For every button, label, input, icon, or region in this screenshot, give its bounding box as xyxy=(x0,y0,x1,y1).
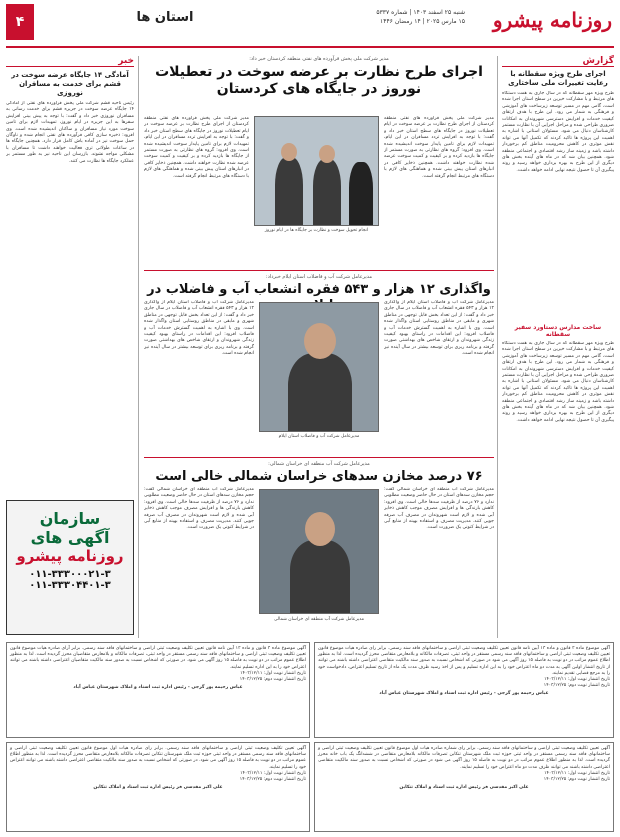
bottom-story-headline: ۷۶ درصد مخازن سدهای خراسان شمالی خالی است xyxy=(155,469,483,484)
story-divider xyxy=(144,457,494,458)
middle-story-caption: مدیرعامل شرکت آب و فاضلاب استان ایلام xyxy=(278,434,360,439)
notice-body: آگهی تعیین تکلیف وضعیت ثبتی اراضی و ساختمانهای فاقد سند رسمی. برابر رای صادره هیات اول موضوع قانون تعیین تکلیف وضعیت ثبتی اراضی و ساختمانهای فاقد سند رسمی مستقر در واحد ثبتی حوزه ثبت ملک شهرستان تنکابن تصرفات مالکانه بلامعارض متقاضی محرز گردیده است. لذا به منظور اطلاع عموم مراتب در دو نوبت به فاصله ۱۵ روز آگهی می شود. در صورتی که اشخاص نسبت به صدور سند مالکیت متقاضی اعتراضی داشته باشند می توانند اعتراض خود را تسلیم نمایند. xyxy=(10,746,306,770)
middle-story-body: مدیرعامل شرکت آب و فاضلاب استان ایلام از واگذاری ۱۲ هزار و ۵۴۳ فقره انشعاب آب و فاضلاب در سال جاری خبر داد و گفت: از این تعداد بخش قابل توجهی در مناطق شهری و مابقی در مناطق روستایی استان واگذار شده است. وی با اشاره به اهمیت گسترش خدمات آب و فاضلاب افزود: این اقدامات در راستای بهبود کیفیت زندگی شهروندان و ارتقای شاخص های بهداشتی صورت گرفته و برنامه ریزی برای توسعه بیشتر در سال آینده نیز انجام شده است. xyxy=(384,300,494,357)
top-story-body: مدیر شرکت ملی پخش فرآورده های نفتی منطقه کردستان از اجرای طرح نظارت بر عرضه سوخت در ایام تعطیلات نوروز در جایگاه های سطح استان خبر داد و گفت: با توجه به افزایش تردد مسافران در این ایام، تمهیدات لازم برای تامین پایدار سوخت اندیشیده شده است. وی افزود: گروه های نظارتی به صورت مستمر از جایگاه ها بازدید کرده و بر کیفیت و کمیت سوخت عرضه شده نظارت خواهند داشت. همچنین ذخایر کافی در انبارهای استان پیش بینی شده و هماهنگی های لازم با دستگاه های مرتبط انجام گرفته است. xyxy=(384,116,494,179)
ad-phone-2: ۰۱۱-۳۳۳۰۴۴۰۱-۳ xyxy=(29,580,111,591)
notice-date-2: تاریخ انتشار نوبت دوم: ۱۴۰۳/۱۲/۲۵ xyxy=(239,777,306,783)
photo-person xyxy=(288,353,352,432)
right-column-subhead: ساخت مدارس دستاورد سفیر سقطانه xyxy=(514,324,602,338)
photo-person xyxy=(275,157,303,226)
issue-line-2: ۱۵ مارس ۲۰۲۵ | ۱۴ رمضان ۱۴۴۶ xyxy=(380,18,465,25)
newspaper-logo: روزنامه پیشرو xyxy=(492,8,612,32)
notice-date-2: تاریخ انتشار نوبت دوم: ۱۴۰۳/۱۲/۲۵ xyxy=(239,677,306,683)
top-story-kicker: مدیر شرکت ملی پخش فرآورده های نفتی منطقه کردستان خبر داد: xyxy=(249,56,389,62)
top-story-caption: انجام تحویل سوخت و نظارت بر جایگاه ها در ایام نوروز xyxy=(264,228,369,233)
bottom-story-caption: مدیرعامل شرکت آب منطقه ای خراسان شمالی xyxy=(273,617,364,622)
issue-info xyxy=(325,8,465,26)
masthead xyxy=(0,0,620,50)
notice-date-1: تاریخ انتشار نوبت اول: ۱۴۰۳/۱۲/۱۱ xyxy=(544,677,610,683)
column-divider xyxy=(497,56,498,638)
ad-line-2: آگهی های xyxy=(30,528,110,547)
notice-body: آگهی موضوع ماده ۳ قانون و ماده ۱۳ آیین نامه قانون تعیین تکلیف وضعیت ثبتی اراضی و ساختمانهای فاقد سند رسمی. برابر رای صادره هیات موضوع قانون تعیین تکلیف وضعیت ثبتی اراضی و ساختمانهای فاقد سند رسمی مستقر در واحد ثبتی، تصرفات مالکانه و بلامعارض متقاضی محرز گردیده است. لذا به منظور اطلاع عموم مراتب در دو نوبت به فاصله ۱۵ روز آگهی می شود در صورتی که اشخاص نسبت به صدور سند مالکیت متقاضی اعتراضی داشته باشند می توانند از تاریخ انتشار اولین آگهی به مدت دو ماه اعتراض خود را به این اداره تسلیم و پس از اخذ رسید ظرف مدت یک ماه از تاریخ تسلیم اعتراض، دادخواست خود را به مرجع قضایی تقدیم نمایند. xyxy=(318,646,610,676)
middle-story-headline: واگذاری ۱۲ هزار و ۵۴۳ فقره انشعاب آب و فاضلاب در xyxy=(147,282,491,297)
bottom-story-body-cont: مدیرعامل شرکت آب منطقه ای خراسان شمالی گفت: حجم مخازن سدهای استان در حال حاضر وضعیت مطلوبی ندارد و ۷۶ درصد از ظرفیت سدها خالی است. وی افزود: کاهش بارندگی ها و افزایش مصرف موجب کاهش ذخایر آبی شده و لازم است شهروندان در مصرف آب صرفه جویی کنند. مدیریت مصرف و استفاده بهینه از منابع آبی در شرایط کنونی یک ضرورت است. xyxy=(144,487,254,531)
ad-line-3: روزنامه پیشرو xyxy=(16,547,124,565)
header-rule xyxy=(6,46,614,48)
left-column xyxy=(6,56,134,496)
ad-box xyxy=(6,500,134,635)
top-story-headline: اجرای طرح نظارت بر عرضه سوخت در تعطیلات نوروز در جایگاه های کردستان xyxy=(155,64,483,97)
right-column-body-cont: طرح ویژه مهر سقطانه که در سال جاری به همت دستگاه های مرتبط و با مشارکت خیرین در سطح استان اجرا شده است، گامی مهم در مسیر توسعه زیرساخت های آموزشی و فرهنگی به شمار می رود. این طرح با هدف ارتقای کیفیت خدمات و افزایش دسترسی شهروندان به امکانات ضروری طراحی شده و مراحل اجرایی آن با نظارت مستمر کارشناسان دنبال می شود. مسئولان استانی با اشاره به اهمیت این پروژه ها تاکید کردند که تکمیل آنها می تواند نقش موثری در کاهش محرومیت مناطق کم برخوردار داشته باشد و زمینه ساز رشد اقتصادی و اجتماعی منطقه شود. همچنین بیان شد که در ماه های آینده بخش های دیگری از این طرح به بهره برداری خواهد رسید و روند پیگیری آن تا حصول نتیجه نهایی ادامه خواهد داشت. xyxy=(502,341,614,423)
photo-person xyxy=(313,159,341,226)
notice-signature: علی اکبر مقدسی فر رئیس اداره ثبت اسناد و املاک تنکابن xyxy=(399,785,529,791)
top-story-photo xyxy=(254,116,379,226)
notice-body: آگهی تعیین تکلیف وضعیت ثبتی اراضی و ساختمانهای فاقد سند رسمی. برابر رای شماره صادره هیات اول موضوع قانون تعیین تکلیف وضعیت ثبتی اراضی و ساختمانهای فاقد سند رسمی مستقر در واحد ثبتی حوزه ثبت ملک شهرستان تنکابن تصرفات مالکانه بلامعارض متقاضی در ششدانگ یک باب خانه محرز گردیده است. لذا به منظور اطلاع عموم مراتب در دو نوبت به فاصله ۱۵ روز آگهی می شود در صورتی که اشخاص نسبت به صدور سند مالکیت متقاضی اعتراضی داشته باشند می توانند ظرف مدت دو ماه اعتراض خود را تسلیم نمایند. xyxy=(318,746,610,770)
bottom-story-photo xyxy=(259,489,379,614)
page-number: ۴ xyxy=(6,4,34,40)
middle-story-body-cont: مدیرعامل شرکت آب و فاضلاب استان ایلام از واگذاری ۱۲ هزار و ۵۴۳ فقره انشعاب آب و فاضلاب در سال جاری خبر داد و گفت: از این تعداد بخش قابل توجهی در مناطق شهری و مابقی در مناطق روستایی استان واگذار شده است. وی با اشاره به اهمیت گسترش خدمات آب و فاضلاب افزود: این اقدامات در راستای بهبود کیفیت زندگی شهروندان و ارتقای شاخص های بهداشتی صورت گرفته و برنامه ریزی برای توسعه بیشتر در سال آینده نیز انجام شده است. xyxy=(144,300,254,357)
notice-date-1: تاریخ انتشار نوبت اول: ۱۴۰۳/۱۲/۱۱ xyxy=(240,670,306,676)
notice-date-1: تاریخ انتشار نوبت اول: ۱۴۰۳/۱۲/۱۱ xyxy=(544,770,610,776)
main-bottom-story xyxy=(144,461,494,637)
photo-person-head xyxy=(319,145,335,163)
ad-phone-1: ۰۱۱-۳۳۳۰۰۰۲۱-۳ xyxy=(29,569,111,580)
section-title: استان ها xyxy=(136,10,194,25)
main-middle-story xyxy=(144,274,494,454)
notice-signature: عباس رحیمه پور گرجی - رئیس اداره ثبت اسناد و املاک شهرستان عباس آباد xyxy=(379,691,549,697)
left-column-title: آمادگی ۱۴ جایگاه عرضه سوخت در قشم برای خدمت به مسافران نوروزی xyxy=(11,71,129,97)
notice-date-1: تاریخ انتشار نوبت اول: ۱۴۰۳/۱۲/۱۱ xyxy=(240,770,306,776)
photo-person xyxy=(290,540,350,614)
left-column-body: رئیس ناحیه قشم شرکت ملی پخش فرآورده های نفتی از آمادگی ۱۴ جایگاه عرضه سوخت در جزیره قشم برای خدمت رسانی به مسافران نوروزی خبر داد و گفت: با توجه به پیش بینی افزایش سفرها به این جزیره در ایام نوروز، تمهیدات لازم برای تامین سوخت مورد نیاز مسافران و ساکنان اندیشیده شده است. وی افزود: ذخیره سازی کافی فرآورده های نفتی انجام شده و ناوگان حمل سوخت نیز در آماده باش کامل قرار دارد. همچنین جایگاه ها در ساعات طولانی تری فعالیت خواهند داشت تا مسافران با مشکلی مواجه نشوند. بازرسان این ناحیه نیز به طور مستمر بر عملکرد جایگاه ها نظارت می کنند. xyxy=(6,101,134,164)
ad-line-1: سازمان xyxy=(39,509,101,528)
bottom-story-body: مدیرعامل شرکت آب منطقه ای خراسان شمالی گفت: حجم مخازن سدهای استان در حال حاضر وضعیت مطلوبی ندارد و ۷۶ درصد از ظرفیت سدها خالی است. وی افزود: کاهش بارندگی ها و افزایش مصرف موجب کاهش ذخایر آبی شده و لازم است شهروندان در مصرف آب صرفه جویی کنند. مدیریت مصرف و استفاده بهینه از منابع آبی در شرایط کنونی یک ضرورت است. xyxy=(384,487,494,531)
right-column-body: طرح ویژه مهر سقطانه که در سال جاری به همت دستگاه های مرتبط و با مشارکت خیرین در سطح استان اجرا شده است، گامی مهم در مسیر توسعه زیرساخت های آموزشی و فرهنگی به شمار می رود. این طرح با هدف ارتقای کیفیت خدمات و افزایش دسترسی شهروندان به امکانات ضروری طراحی شده و مراحل اجرایی آن با نظارت مستمر کارشناسان دنبال می شود. مسئولان استانی با اشاره به اهمیت این پروژه ها تاکید کردند که تکمیل آنها می تواند نقش موثری در کاهش محرومیت مناطق کم برخوردار داشته باشد و زمینه ساز رشد اقتصادی و اجتماعی منطقه شود. همچنین بیان شد که در ماه های آینده بخش های دیگری از این طرح به بهره برداری خواهد رسید و روند پیگیری آن تا حصول نتیجه نهایی ادامه خواهد داشت. xyxy=(502,91,614,173)
news-label: خبر xyxy=(6,56,134,67)
legal-notice xyxy=(314,642,614,738)
notice-signature: علی اکبر مقدسی فر رئیس اداره ثبت اسناد و املاک تنکابن xyxy=(93,785,223,791)
column-divider xyxy=(138,56,139,638)
top-story-body-cont: مدیر شرکت ملی پخش فرآورده های نفتی منطقه کردستان از اجرای طرح نظارت بر عرضه سوخت در ایام تعطیلات نوروز در جایگاه های سطح استان خبر داد و گفت: با توجه به افزایش تردد مسافران در این ایام، تمهیدات لازم برای تامین پایدار سوخت اندیشیده شده است. وی افزود: گروه های نظارتی به صورت مستمر از جایگاه ها بازدید کرده و بر کیفیت و کمیت سوخت عرضه شده نظارت خواهند داشت. همچنین ذخایر کافی در انبارهای استان پیش بینی شده و هماهنگی های لازم با دستگاه های مرتبط انجام گرفته است. xyxy=(144,116,249,179)
legal-notice xyxy=(6,642,310,738)
issue-line-1: شنبه ۲۵ اسفند ۱۴۰۳ | شماره ۵۳۳۷ xyxy=(376,9,465,16)
photo-person-head xyxy=(281,143,297,161)
legal-notice xyxy=(314,742,614,832)
middle-story-photo xyxy=(259,302,379,432)
report-label: گزارش xyxy=(502,56,614,67)
photo-person-head xyxy=(305,512,335,546)
right-column xyxy=(502,56,614,638)
main-top-story xyxy=(144,56,494,266)
right-column-title: اجرای طرح ویژه سقطانه با رعایت تغییرات ملی ساختاری xyxy=(508,70,608,87)
notice-date-2: تاریخ انتشار نوبت دوم: ۱۴۰۳/۱۲/۲۵ xyxy=(543,683,610,689)
legal-notice xyxy=(6,742,310,832)
photo-person xyxy=(349,162,373,226)
notice-body: آگهی موضوع ماده ۳ قانون و ماده ۱۳ آیین نامه قانون تعیین تکلیف وضعیت ثبتی اراضی و ساختمانهای فاقد سند رسمی. برابر آرای صادره هیات موضوع قانون تعیین تکلیف وضعیت ثبتی اراضی و ساختمانهای فاقد سند رسمی مستقر در واحد ثبتی، تصرفات مالکانه و بلامعارض متقاضیان محرز گردیده است. لذا به منظور اطلاع عموم مراتب در دو نوبت به فاصله ۱۵ روز آگهی می شود. در صورتی که اشخاص نسبت به صدور سند مالکیت متقاضیان اعتراضی داشته باشند می توانند اعتراض خود را به این اداره تسلیم نمایند. xyxy=(10,646,307,670)
story-divider xyxy=(144,270,494,271)
bottom-story-kicker: مدیرعامل شرکت آب منطقه ای خراسان شمالی: xyxy=(268,461,370,467)
photo-person-head xyxy=(304,323,336,359)
middle-story-kicker: مدیرعامل شرکت آب و فاضلاب استان ایلام خبرداد: xyxy=(265,274,373,280)
notice-signature: عباس رحیمه پور گرجی - رئیس اداره ثبت اسناد و املاک شهرستان عباس آباد xyxy=(73,685,243,691)
notice-date-2: تاریخ انتشار نوبت دوم: ۱۴۰۳/۱۲/۲۵ xyxy=(543,777,610,783)
